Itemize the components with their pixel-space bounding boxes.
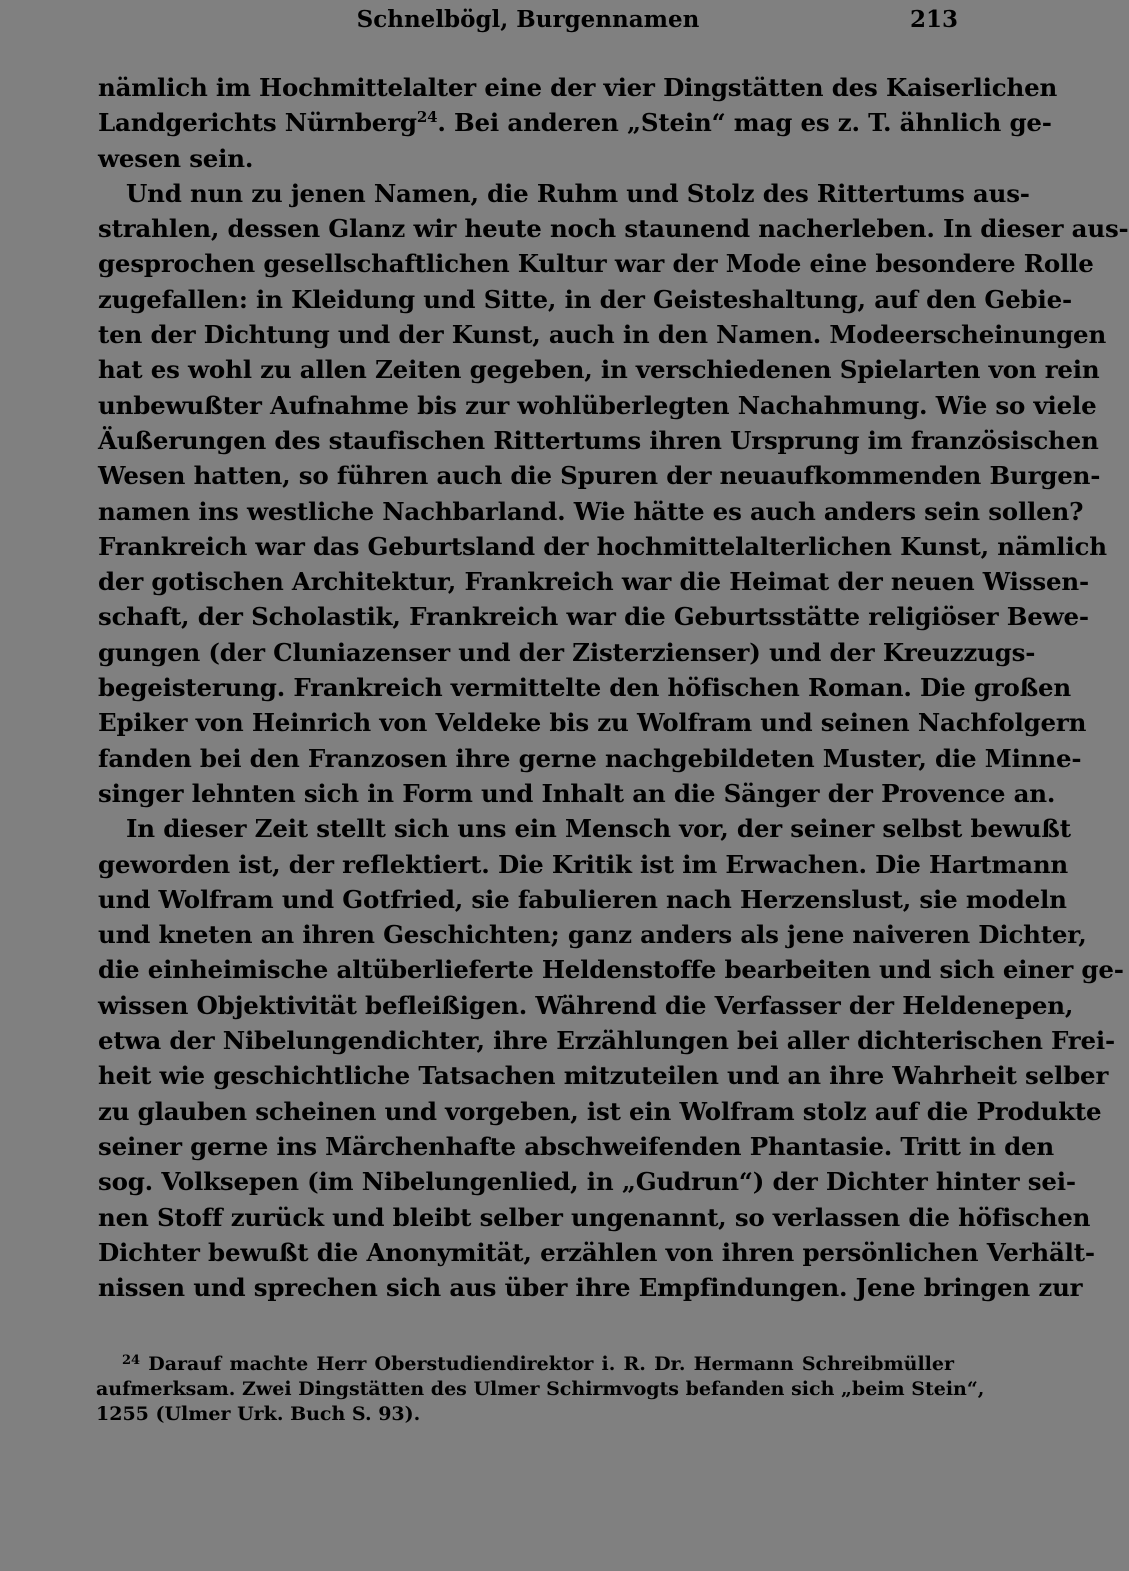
footnote-reference[interactable]: 24: [416, 108, 438, 127]
text-line: etwa der Nibelungendichter, ihre Erzählungen bei aller dichterischen Frei-: [98, 1026, 1115, 1056]
footnote-line: aufmerksam. Zwei Dingstätten des Ulmer Schirmvogts befanden sich „beim Stein“,: [96, 1378, 985, 1400]
text-line: strahlen, dessen Glanz wir heute noch staunend nacherleben. In dieser aus-: [98, 214, 1129, 244]
text-line: gungen (der Cluniazenser und der Zisterzienser) und der Kreuzzugs-: [98, 637, 1036, 667]
text-line: Epiker von Heinrich von Veldeke bis zu Wolfram und seinen Nachfolgern: [98, 708, 1087, 738]
text-line: unbewußter Aufnahme bis zur wohlüberlegten Nachahmung. Wie so viele: [98, 390, 1097, 420]
footnote-line: [96, 1352, 954, 1377]
body-text: [98, 70, 1129, 1305]
text-line: und Wolfram und Gotfried, sie fabulieren nach Herzenslust, sie modeln: [98, 884, 1067, 914]
text-line: heit wie geschichtliche Tatsachen mitzuteilen und an ihre Wahrheit selber: [98, 1061, 1109, 1091]
text-line-part: Landgerichts Nürnberg: [98, 108, 417, 138]
text-line: nissen und sprechen sich aus über ihre Empfindungen. Jene bringen zur: [98, 1273, 1083, 1303]
footnote-text: Darauf machte Herr Oberstudiendirektor i. R. Dr. Hermann Schreibmüller: [148, 1353, 954, 1375]
text-line: der gotischen Architektur, Frankreich war die Heimat der neuen Wissen-: [98, 567, 1089, 597]
text-line: zu glauben scheinen und vorgeben, ist ein Wolfram stolz auf die Produkte: [98, 1096, 1102, 1126]
running-head: [98, 6, 958, 42]
text-line: nen Stoff zurück und bleibt selber ungenannt, so verlassen die höfischen: [98, 1202, 1091, 1232]
text-line: schaft, der Scholastik, Frankreich war die Geburtsstätte religiöser Bewe-: [98, 602, 1089, 632]
text-line-part: . Bei anderen „Stein“ mag es z. T. ähnlich ge-: [437, 108, 1052, 138]
page-number: 213: [909, 6, 958, 33]
text-line: hat es wohl zu allen Zeiten gegeben, in verschiedenen Spielarten von rein: [98, 355, 1100, 385]
text-line: zugefallen: in Kleidung und Sitte, in der Geisteshaltung, auf den Gebie-: [98, 284, 1072, 314]
running-title: Schnelbögl, Burgennamen: [356, 6, 700, 33]
text-line: geworden ist, der reflektiert. Die Kritik ist im Erwachen. Die Hartmann: [98, 849, 1069, 879]
footnote-line: 1255 (Ulmer Urk. Buch S. 93).: [96, 1403, 421, 1425]
text-line: nämlich im Hochmittelalter eine der vier Dingstätten des Kaiserlichen: [98, 73, 1058, 102]
text-line: seiner gerne ins Märchenhafte abschweifenden Phantasie. Tritt in den: [98, 1131, 1055, 1161]
text-line: fanden bei den Franzosen ihre gerne nachgebildeten Muster, die Minne-: [98, 743, 1082, 773]
text-line: wesen sein.: [98, 143, 254, 173]
text-line: Wesen hatten, so führen auch die Spuren der neuaufkommenden Burgen-: [98, 461, 1101, 491]
paragraph-first-line: Und nun zu jenen Namen, die Ruhm und Stolz des Rittertums aus-: [126, 178, 1030, 208]
text-line: namen ins westliche Nachbarland. Wie hätte es auch anders sein sollen?: [98, 496, 1084, 526]
text-line: wissen Objektivität befleißigen. Während die Verfasser der Heldenepen,: [98, 990, 1074, 1020]
text-line: Äußerungen des staufischen Rittertums ihren Ursprung im französischen: [98, 425, 1099, 455]
text-line: sog. Volksepen (im Nibelungenlied, in „Gudrun“) der Dichter hinter sei-: [98, 1167, 1076, 1197]
text-line: singer lehnten sich in Form und Inhalt an die Sänger der Provence an.: [98, 778, 1056, 808]
text-line: die einheimische altüberlieferte Heldenstoffe bearbeiten und sich einer ge-: [98, 955, 1124, 985]
paragraph-first-line: In dieser Zeit stellt sich uns ein Mensch vor, der seiner selbst bewußt: [126, 814, 1071, 844]
text-line: begeisterung. Frankreich vermittelte den höfischen Roman. Die großen: [98, 673, 1072, 703]
footnote-mark: 24: [122, 1353, 141, 1368]
footnote-block: [96, 1352, 985, 1427]
text-line: ten der Dichtung und der Kunst, auch in den Namen. Modeerscheinungen: [98, 320, 1107, 350]
text-line: und kneten an ihren Geschichten; ganz anders als jene naiveren Dichter,: [98, 920, 1087, 950]
text-line: gesprochen gesellschaftlichen Kultur war der Mode eine besondere Rolle: [98, 249, 1094, 279]
text-line: Dichter bewußt die Anonymität, erzählen von ihren persönlichen Verhält-: [98, 1237, 1095, 1267]
text-line: Frankreich war das Geburtsland der hochmittelalterlichen Kunst, nämlich: [98, 531, 1107, 561]
text-line-with-footnote-ref: [98, 105, 1052, 140]
